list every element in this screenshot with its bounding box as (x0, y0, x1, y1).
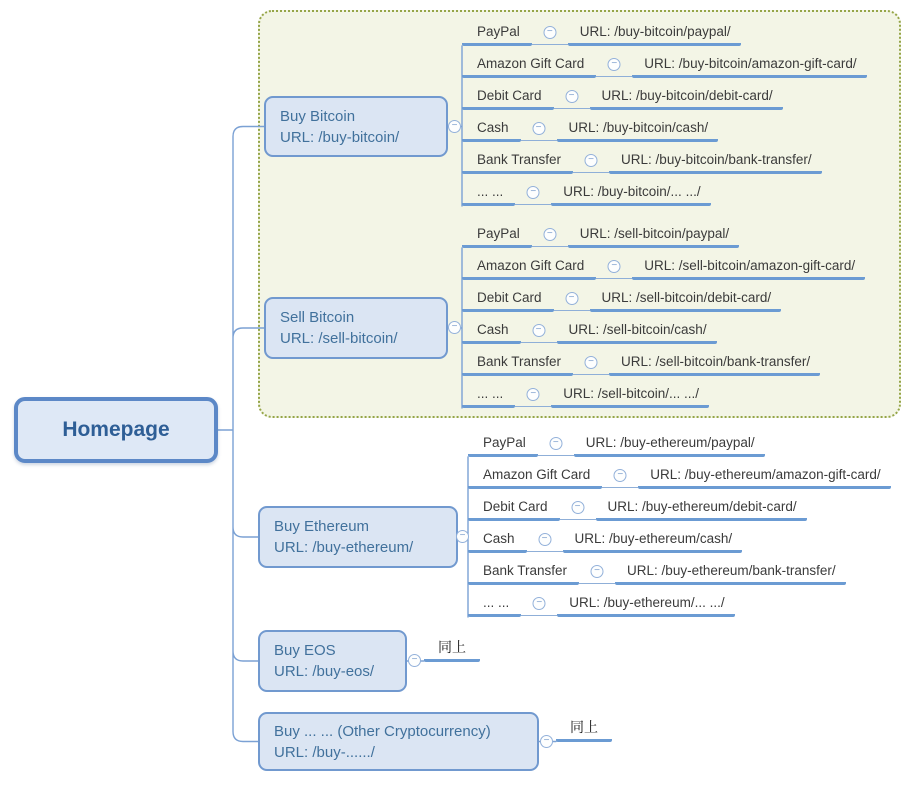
note-label: 同上 (570, 719, 598, 735)
note-label: 同上 (438, 639, 466, 655)
row-connector (573, 355, 609, 375)
node-url: URL: /sell-bitcoin/ (280, 330, 398, 347)
url-topic[interactable] (557, 592, 734, 617)
url-label: URL: /buy-bitcoin/bank-transfer/ (621, 152, 812, 167)
url-label: URL: /sell-bitcoin/cash/ (568, 322, 707, 337)
url-label: URL: /sell-bitcoin/amazon-gift-card/ (644, 258, 856, 273)
method-topic[interactable] (462, 181, 515, 206)
url-label: URL: /buy-bitcoin/... .../ (563, 184, 701, 199)
method-topic[interactable] (462, 117, 521, 142)
method-topic[interactable] (468, 592, 521, 617)
method-topic[interactable] (462, 223, 532, 248)
method-label: Debit Card (477, 88, 542, 103)
collapse-icon[interactable]: − (533, 597, 546, 610)
method-label: Cash (477, 322, 509, 337)
homepage-label: Homepage (62, 418, 170, 441)
collapse-icon[interactable]: − (571, 501, 584, 514)
method-label: PayPal (477, 24, 520, 39)
url-topic[interactable] (609, 149, 822, 174)
method-topic[interactable] (462, 383, 515, 408)
node-url: URL: /buy-ethereum/ (274, 539, 414, 556)
collapse-icon[interactable]: − (527, 388, 540, 401)
child-row (462, 222, 739, 248)
node-title: Buy ... ... (Other Cryptocurrency) (274, 722, 491, 740)
url-topic[interactable] (551, 383, 709, 408)
child-row (462, 116, 718, 142)
method-topic[interactable] (462, 319, 521, 344)
collapse-icon[interactable]: − (543, 26, 556, 39)
method-label: ... ... (477, 184, 504, 199)
method-label: Bank Transfer (483, 563, 568, 578)
node-sell-bitcoin[interactable] (264, 297, 448, 359)
child-row (468, 463, 891, 489)
node-title: Sell Bitcoin (280, 309, 355, 326)
method-topic[interactable] (462, 85, 554, 110)
url-label: URL: /sell-bitcoin/debit-card/ (601, 290, 772, 305)
url-topic[interactable] (609, 351, 820, 376)
child-row (468, 495, 807, 521)
collapse-icon[interactable]: − (565, 292, 578, 305)
url-topic[interactable] (590, 85, 783, 110)
collapse-icon[interactable]: − (543, 228, 556, 241)
collapse-icon[interactable]: − (448, 321, 461, 334)
row-connector (596, 259, 632, 279)
note-topic[interactable] (424, 635, 480, 662)
collapse-icon[interactable]: − (532, 122, 545, 135)
url-label: URL: /buy-bitcoin/amazon-gift-card/ (644, 56, 857, 71)
url-topic[interactable] (568, 223, 739, 248)
note-same-as-above (424, 636, 480, 662)
method-label: Bank Transfer (477, 152, 562, 167)
row-connector (602, 468, 638, 488)
method-topic[interactable] (468, 432, 538, 457)
collapse-icon[interactable]: − (538, 533, 551, 546)
row-connector (532, 227, 568, 247)
method-label: Bank Transfer (477, 354, 562, 369)
node-buy-bitcoin[interactable] (264, 96, 448, 157)
child-row (462, 286, 781, 312)
child-row (468, 527, 742, 553)
node-buy-eos[interactable] (258, 630, 407, 692)
node-homepage[interactable] (14, 397, 218, 463)
child-row (462, 52, 867, 78)
child-row (462, 84, 783, 110)
collapse-icon[interactable]: − (585, 154, 598, 167)
node-buy-other-crypto[interactable] (258, 712, 539, 771)
child-row (468, 559, 846, 585)
row-connector (527, 532, 563, 552)
method-label: Debit Card (483, 499, 548, 514)
child-row (468, 431, 765, 457)
row-connector (554, 291, 590, 311)
row-connector (521, 596, 557, 616)
row-connector (596, 57, 632, 77)
collapse-icon[interactable]: − (448, 120, 461, 133)
method-topic[interactable] (462, 53, 596, 78)
collapse-icon[interactable]: − (585, 356, 598, 369)
method-topic[interactable] (468, 528, 527, 553)
collapse-icon[interactable]: − (549, 437, 562, 450)
method-label: Amazon Gift Card (477, 258, 585, 273)
collapse-icon[interactable]: − (614, 469, 627, 482)
row-connector (560, 500, 596, 520)
url-topic[interactable] (551, 181, 710, 206)
url-label: URL: /buy-bitcoin/paypal/ (579, 24, 731, 39)
method-label: Amazon Gift Card (477, 56, 585, 71)
method-topic[interactable] (462, 351, 573, 376)
collapse-icon[interactable]: − (532, 324, 545, 337)
method-topic[interactable] (462, 287, 554, 312)
row-connector (554, 89, 590, 109)
url-label: URL: /buy-ethereum/paypal/ (585, 435, 755, 450)
child-row (462, 148, 822, 174)
row-connector (573, 153, 609, 173)
method-label: ... ... (477, 386, 504, 401)
node-buy-ethereum[interactable] (258, 506, 458, 568)
note-same-as-above (556, 716, 612, 742)
row-connector (515, 387, 551, 407)
child-row (462, 20, 741, 46)
note-topic[interactable] (556, 715, 612, 742)
child-row (468, 591, 735, 617)
url-topic[interactable] (568, 21, 741, 46)
row-connector (579, 564, 615, 584)
child-row (462, 180, 711, 206)
url-topic[interactable] (638, 464, 890, 489)
row-connector (532, 25, 568, 45)
collapse-icon[interactable]: − (527, 186, 540, 199)
node-url: URL: /buy-....../ (274, 743, 375, 761)
url-label: URL: /sell-bitcoin/bank-transfer/ (621, 354, 811, 369)
child-row (462, 254, 865, 280)
node-url: URL: /buy-eos/ (274, 663, 375, 680)
url-label: URL: /buy-ethereum/amazon-gift-card/ (650, 467, 881, 482)
collapse-icon[interactable]: − (608, 260, 621, 273)
url-topic[interactable] (596, 496, 807, 521)
url-label: URL: /sell-bitcoin/... .../ (563, 386, 700, 401)
child-row (462, 318, 717, 344)
method-label: Cash (477, 120, 509, 135)
collapse-icon[interactable]: − (540, 735, 553, 748)
url-topic[interactable] (590, 287, 782, 312)
node-title: Buy EOS (274, 642, 336, 659)
url-label: URL: /buy-bitcoin/debit-card/ (601, 88, 773, 103)
row-connector (521, 121, 557, 141)
method-topic[interactable] (462, 149, 573, 174)
row-connector (538, 436, 574, 456)
method-topic[interactable] (462, 21, 532, 46)
collapse-icon[interactable]: − (408, 654, 421, 667)
url-label: URL: /buy-ethereum/bank-transfer/ (627, 563, 836, 578)
node-title: Buy Ethereum (274, 518, 370, 535)
url-topic[interactable] (557, 319, 717, 344)
collapse-icon[interactable]: − (565, 90, 578, 103)
child-row (462, 382, 709, 408)
node-title: Buy Bitcoin (280, 107, 356, 125)
url-label: URL: /buy-ethereum/debit-card/ (607, 499, 797, 514)
method-label: Cash (483, 531, 515, 546)
url-topic[interactable] (563, 528, 743, 553)
url-label: URL: /buy-ethereum/... .../ (569, 595, 725, 610)
row-connector (515, 185, 551, 205)
url-topic[interactable] (557, 117, 719, 142)
node-url: URL: /buy-bitcoin/ (280, 128, 400, 146)
url-topic[interactable] (574, 432, 765, 457)
url-topic[interactable] (632, 255, 865, 280)
row-connector (521, 323, 557, 343)
url-label: URL: /buy-ethereum/cash/ (574, 531, 733, 546)
method-label: Amazon Gift Card (483, 467, 591, 482)
method-topic[interactable] (462, 255, 596, 280)
method-label: PayPal (483, 435, 526, 450)
url-label: URL: /sell-bitcoin/paypal/ (579, 226, 730, 241)
collapse-icon[interactable]: − (608, 58, 621, 71)
method-topic[interactable] (468, 496, 560, 521)
collapse-icon[interactable]: − (456, 530, 469, 543)
collapse-icon[interactable]: − (591, 565, 604, 578)
url-topic[interactable] (632, 53, 866, 78)
method-topic[interactable] (468, 560, 579, 585)
child-row (462, 350, 820, 376)
method-label: Debit Card (477, 290, 542, 305)
url-topic[interactable] (615, 560, 846, 585)
method-label: ... ... (483, 595, 510, 610)
url-label: URL: /buy-bitcoin/cash/ (568, 120, 709, 135)
method-topic[interactable] (468, 464, 602, 489)
method-label: PayPal (477, 226, 520, 241)
